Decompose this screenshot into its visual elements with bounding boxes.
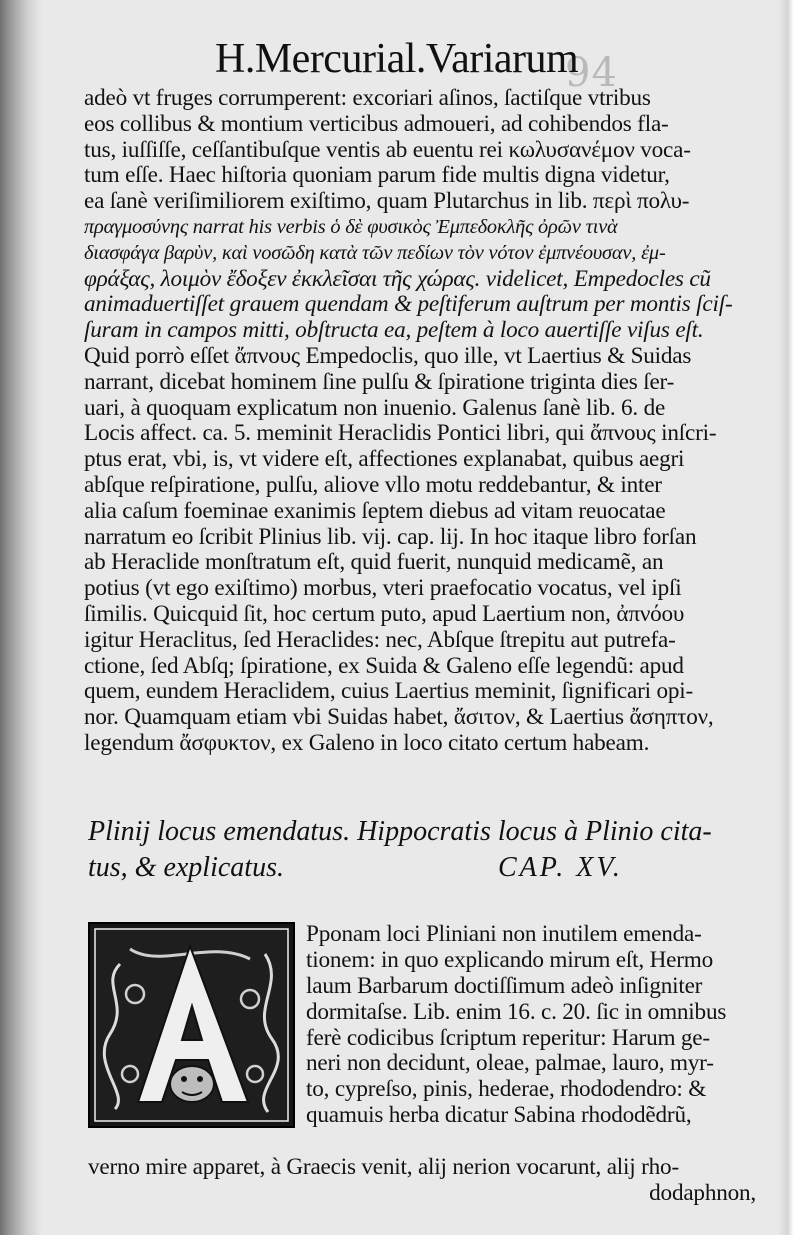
paragraph-tail — [88, 1155, 768, 1207]
text-line: ptus erat, vbi, is, vt videre eſt, affectiones explanabat, quibus aegri — [84, 447, 685, 473]
text-line: abſque reſpiratione, pulſu, aliove vllo motu reddebantur, & inter — [84, 472, 662, 498]
page-gutter-shadow — [0, 0, 42, 1235]
greek-text-line: πραγμοσύνης narrat his verbis ὁ δὲ φυσικὸς Ἐμπεδοκλῆς ὀρῶν τινὰ — [84, 215, 618, 238]
text-line: legendum ἄσφυκτον, ex Galeno in loco citato certum habeam. — [84, 730, 650, 756]
paragraph-main — [84, 86, 766, 757]
text-line: alia caſum foeminae exanimis ſeptem diebus ad vitam reuocatae — [84, 498, 666, 524]
italic-text-line: ſuram in campos mitti, obſtructa ea, peſtem à loco auertiſſe viſus eſt. — [84, 318, 704, 344]
chapter-title-line: Plinij locus emendatus. Hippocratis locus à Plinio cita- — [88, 816, 712, 847]
text-line: laum Barbarum doctiſſimum adeò inſigniter — [306, 973, 703, 999]
text-line: Locis affect. ca. 5. meminit Heraclidis Pontici libri, qui ἄπνους inſcri- — [84, 421, 717, 447]
chapter-title-line: tus, & explicatus. — [88, 852, 284, 883]
text-line: potius (vt ego exiſtimo) morbus, vteri praefocatio vocatus, vel ipſi — [84, 576, 682, 602]
text-line: tionem: in quo explicando mirum eſt, Hermo — [306, 947, 713, 973]
text-line: tus, iuſſiſſe, ceſſantibuſque ventis ab euentu rei κωλυσανέμον voca- — [84, 137, 691, 163]
running-header: H.Mercurial.Variarum — [215, 36, 579, 82]
text-line: ſimilis. Quicquid ſit, hoc certum puto, apud Laertium non, ἀπνόου — [84, 601, 685, 627]
text-line: igitur Heraclitus, ſed Heraclides: nec, Abſque ſtrepitu aut putrefa- — [84, 627, 676, 653]
greek-text-line: φράξας, λοιμὸν ἔδοξεν ἐκκλεῖσαι τῆς χώρας. videlicet, Empedocles cũ — [84, 266, 711, 292]
text-line: Quid porrò eſſet ἄπνους Empedoclis, quo ille, vt Laertius & Suidas — [84, 343, 692, 369]
text-line: verno mire apparet, à Graecis venit, alij nerion vocarunt, alij rho- — [88, 1154, 679, 1180]
text-line: ferè codicibus ſcriptum reperitur: Harum ge- — [306, 1025, 710, 1051]
text-line: Pponam loci Pliniani non inutilem emenda- — [306, 922, 702, 947]
italic-text-line: animaduertiſſet grauem quendam & peſtiferum auſtrum per montis ſciſ- — [84, 292, 733, 318]
text-line: ea ſanè veriſimiliorem exiſtimo, quam Plutarchus in lib. περὶ πολυ- — [84, 189, 690, 215]
text-line: narrant, dicebat hominem ſine pulſu & ſpiratione triginta dies ſer- — [84, 369, 675, 395]
bleed-through-page-number: 94 — [565, 50, 618, 96]
text-line: dormitaſse. Lib. enim 16. c. 20. ſic in omnibus — [306, 999, 727, 1025]
text-line: ctione, ſed Abſq; ſpiratione, ex Suida & Galeno eſſe legendũ: apud — [84, 653, 684, 679]
text-line: narratum eo ſcribit Plinius lib. vij. cap. lij. In hoc itaque libro forſan — [84, 524, 697, 550]
text-line: to, cypreſso, pinis, hederae, rhododendro: & — [306, 1077, 707, 1103]
chapter-heading — [88, 814, 768, 886]
chapter-number: CAP. XV. — [498, 852, 623, 883]
text-line: adeò vt fruges corrumperent: excoriari aſinos, ſactiſque vtribus — [84, 86, 651, 111]
catchword-line: dodaphnon, — [649, 1179, 756, 1206]
text-line: uari, à quoquam explicatum non inuenio. Galenus ſanè lib. 6. de — [84, 395, 666, 421]
text-line: quamuis herba dicatur Sabina rhododẽdrũ, — [306, 1103, 692, 1129]
text-line: eos collibus & montium verticibus admoueri, ad cohibendos fla- — [84, 111, 669, 137]
page-edge — [778, 0, 800, 1235]
text-line: neri non decidunt, oleae, palmae, lauro, myr- — [306, 1051, 714, 1077]
text-line: nor. Quamquam etiam vbi Suidas habet, ἄσιτον, & Laertius ἄσηπτον, — [84, 705, 714, 731]
ornate-initial-A-icon — [88, 922, 295, 1128]
text-line: ab Heraclide monſtratum eſt, quid fuerit, nunquid medicamẽ, an — [84, 550, 664, 576]
text-line: tum eſſe. Haec hiſtoria quoniam parum fide multis digna videtur, — [84, 163, 670, 189]
greek-text-line: διασφάγα βαρὺν, καὶ νοσῶδη κατὰ τῶν πεδίων τὸν νότον ἐμπνέουσαν, ἐμ- — [84, 241, 666, 264]
text-line: quem, eundem Heraclidem, cuius Laertius meminit, ſignificari opi- — [84, 679, 694, 705]
paragraph-chapter-start — [306, 922, 766, 1129]
